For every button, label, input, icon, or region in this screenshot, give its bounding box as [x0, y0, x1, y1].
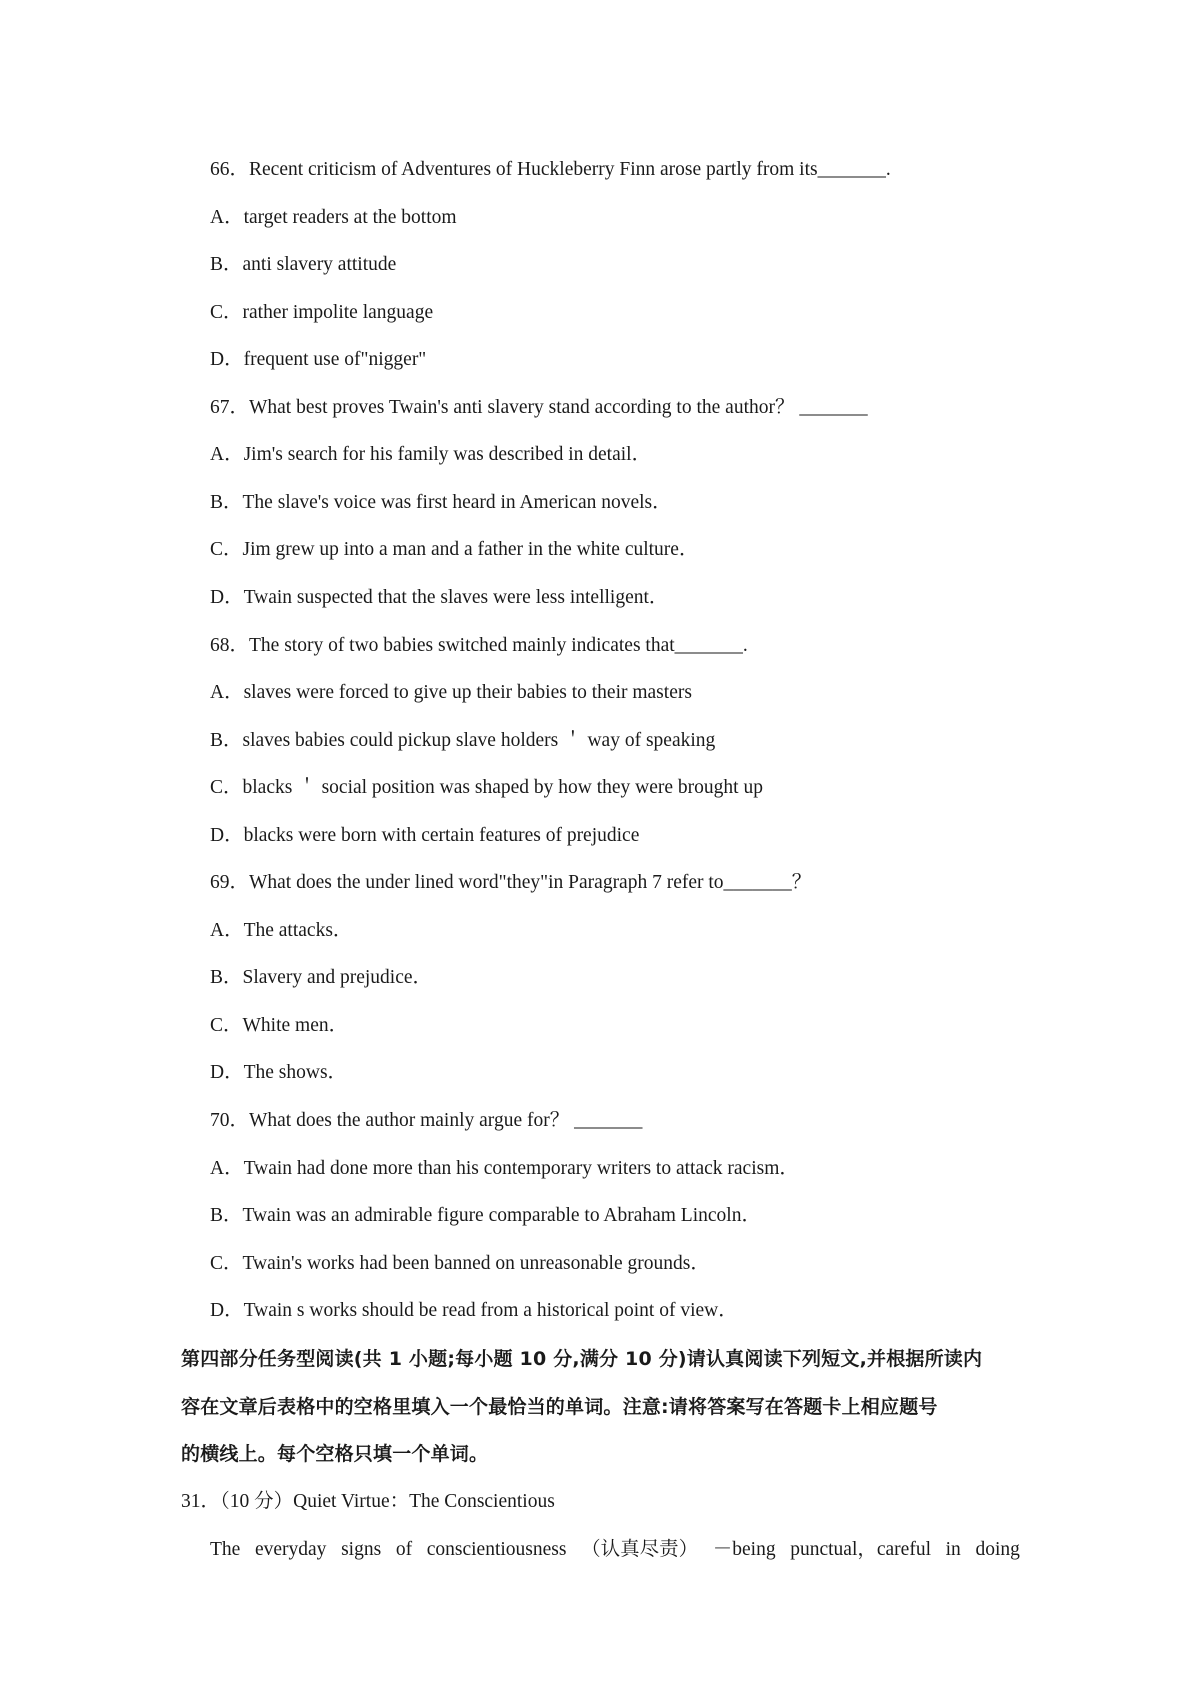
answer-option: A．Jim's search for his family was described in detail． — [210, 444, 652, 465]
question-stem: 69．What does the under lined word"they"in Paragraph 7 refer to_______？ — [210, 872, 812, 893]
question-stem: 68．The story of two babies switched mainly indicates that_______. — [210, 635, 748, 656]
passage-word: signs — [341, 1539, 382, 1560]
answer-option: B．anti slavery attitude — [210, 254, 397, 275]
passage-word: conscientiousness — [426, 1539, 567, 1560]
answer-option: C．rather impolite language — [210, 302, 434, 323]
passage-word: in — [945, 1539, 961, 1560]
answer-option: D．Twain suspected that the slaves were less intelligent． — [210, 587, 669, 608]
section-heading-line: 第四部分任务型阅读(共 1 小题;每小题 10 分,满分 10 分)请认真阅读下列短文,并根据所读内 — [181, 1348, 983, 1370]
passage-word: everyday — [254, 1539, 327, 1560]
passage-word: of — [395, 1539, 413, 1560]
passage-word: The — [210, 1539, 241, 1560]
answer-option: C．Twain's works had been banned on unreasonable grounds． — [210, 1253, 710, 1274]
question-stem: 70．What does the author mainly argue for？ _______ — [210, 1110, 643, 1131]
answer-option: B．slaves babies could pickup slave holders ＇ way of speaking — [210, 730, 716, 751]
answer-option: A．slaves were forced to give up their babies to their masters — [210, 682, 692, 703]
passage-paragraph — [210, 1537, 1020, 1563]
answer-option: C．White men． — [210, 1015, 349, 1036]
answer-option: A．The attacks． — [210, 920, 353, 941]
passage-word: punctual，careful — [790, 1539, 931, 1560]
answer-option: B．Slavery and prejudice． — [210, 967, 433, 988]
answer-option: B．The slave's voice was first heard in American novels． — [210, 492, 672, 513]
answer-option: C．Jim grew up into a man and a father in the white culture． — [210, 539, 699, 560]
passage-word: doing — [975, 1539, 1020, 1560]
answer-option: D．The shows． — [210, 1062, 348, 1083]
answer-option: A．target readers at the bottom — [210, 207, 457, 228]
section-heading-line: 容在文章后表格中的空格里填入一个最恰当的单词。注意:请将答案写在答题卡上相应题号 — [181, 1396, 938, 1418]
answer-option: B．Twain was an admirable figure comparable to Abraham Lincoln． — [210, 1205, 761, 1226]
answer-option: D．frequent use of"nigger" — [210, 349, 427, 370]
passage-word: －being — [712, 1539, 776, 1560]
answer-option: D．Twain s works should be read from a historical point of view． — [210, 1300, 738, 1321]
answer-option: D．blacks were born with certain features of prejudice — [210, 825, 640, 846]
answer-option: A．Twain had done more than his contemporary writers to attack racism． — [210, 1158, 799, 1179]
question-stem: 66．Recent criticism of Adventures of Huckleberry Finn arose partly from its_______. — [210, 159, 891, 180]
answer-option: C．blacks ＇ social position was shaped by how they were brought up — [210, 777, 763, 798]
section-heading-line: 的横线上。每个空格只填一个单词。 — [181, 1443, 489, 1465]
question-stem: 67．What best proves Twain's anti slavery stand according to the author？ _______ — [210, 397, 868, 418]
passage-word: （认真尽责） — [581, 1539, 699, 1560]
question-title: 31．（10 分）Quiet Virtue：The Conscientious — [181, 1491, 555, 1512]
